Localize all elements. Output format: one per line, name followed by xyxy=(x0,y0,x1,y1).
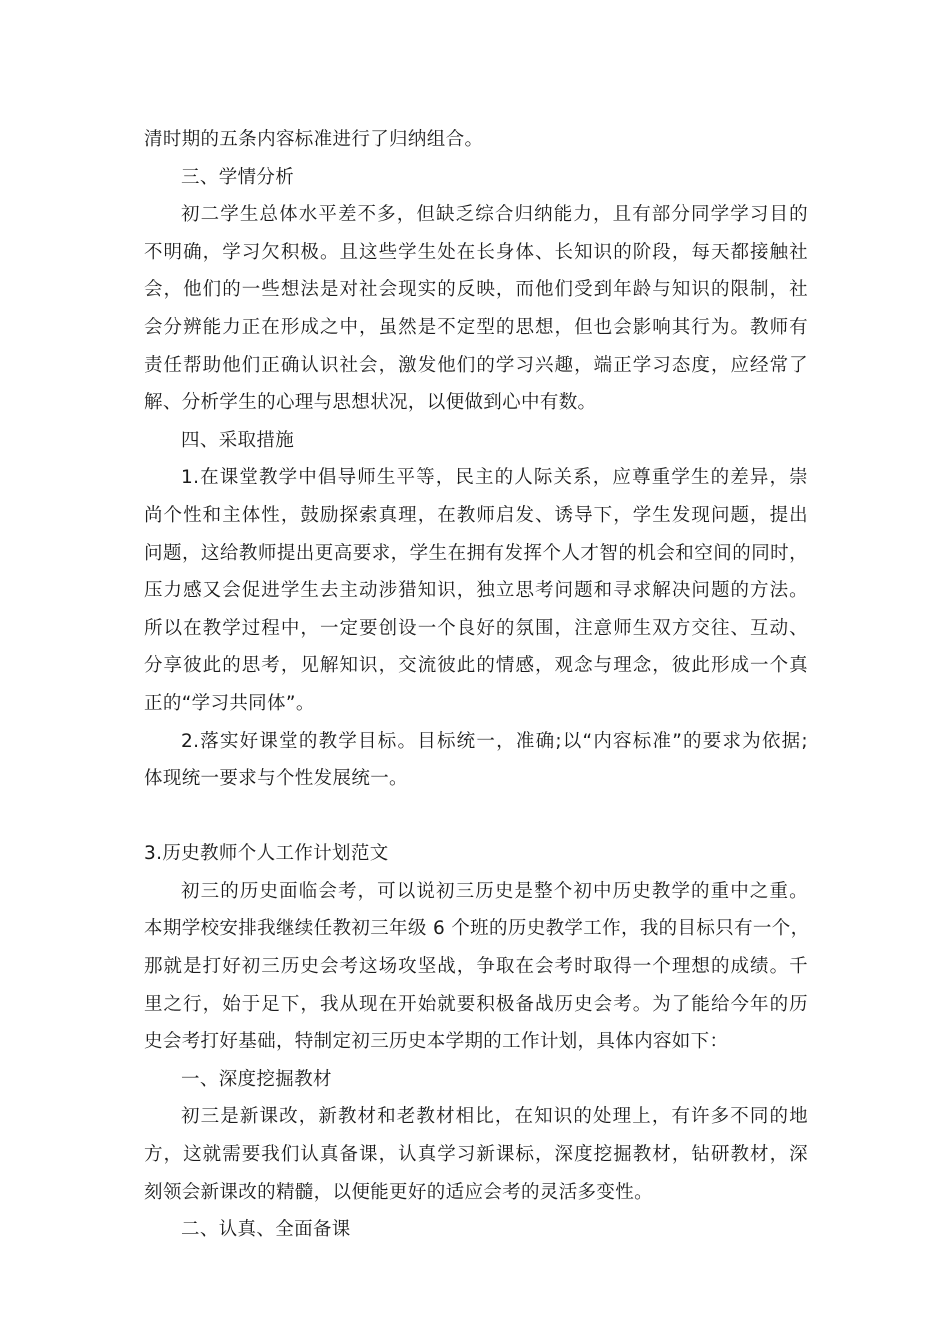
text-line: 四、采取措施 xyxy=(181,429,295,451)
text-line: 1.在课堂教学中倡导师生平等，民主的人际关系，应尊重学生的差异，崇 xyxy=(181,467,808,489)
text-line: 那就是打好初三历史会考这场攻坚战，争取在会考时取得一个理想的成绩。千 xyxy=(144,956,808,978)
text-line: 问题，这给教师提出更高要求，学生在拥有发挥个人才智的机会和空间的同时， xyxy=(144,542,808,564)
text-line: 不明确，学习欠积极。且这些学生处在长身体、长知识的阶段，每天都接触社 xyxy=(144,241,808,263)
text-line: 尚个性和主体性，鼓励探索真理，在教师启发、诱导下，学生发现问题，提出 xyxy=(144,504,808,526)
text-line: 刻领会新课改的精髓，以便能更好的适应会考的灵活多变性。 xyxy=(144,1181,653,1203)
text-line: 一、深度挖掘教材 xyxy=(181,1068,332,1090)
blank-line xyxy=(144,798,808,836)
text-line: 清时期的五条内容标准进行了归纳组合。 xyxy=(144,129,484,150)
text-line: 三、学情分析 xyxy=(181,166,295,188)
text-line: 压力感又会促进学生去主动涉猎知识，独立思考问题和寻求解决问题的方法。 xyxy=(144,580,808,602)
text-line: 体现统一要求与个性发展统一。 xyxy=(144,768,408,790)
text-line: 二、认真、全面备课 xyxy=(181,1219,351,1241)
text-line: 3.历史教师个人工作计划范文 xyxy=(144,843,389,865)
text-line: 初三的历史面临会考，可以说初三历史是整个初中历史教学的重中之重。 xyxy=(181,880,808,902)
text-line: 方，这就需要我们认真备课，认真学习新课标，深度挖掘教材，钻研教材，深 xyxy=(144,1144,808,1166)
text-line: 所以在教学过程中，一定要创设一个良好的氛围，注意师生双方交往、互动、 xyxy=(144,617,808,639)
text-line: 史会考打好基础，特制定初三历史本学期的工作计划，具体内容如下： xyxy=(144,1031,729,1053)
text-line: 责任帮助他们正确认识社会，激发他们的学习兴趣，端正学习态度，应经常了 xyxy=(144,354,808,376)
text-line: 分享彼此的思考，见解知识，交流彼此的情感，观念与理念，彼此形成一个真 xyxy=(144,655,808,677)
text-line: 初三是新课改，新教材和老教材相比，在知识的处理上，有许多不同的地 xyxy=(181,1106,808,1128)
text-line: 初二学生总体水平差不多，但缺乏综合归纳能力，且有部分同学学习目的 xyxy=(181,204,808,226)
text-line: 里之行，始于足下，我从现在开始就要积极备战历史会考。为了能给今年的历 xyxy=(144,993,808,1015)
text-line: 会分辨能力正在形成之中，虽然是不定型的思想，但也会影响其行为。教师有 xyxy=(144,316,808,338)
text-line: 会，他们的一些想法是对社会现实的反映，而他们受到年龄与知识的限制，社 xyxy=(144,279,808,301)
text-line: 本期学校安排我继续任教初三年级 6 个班的历史教学工作，我的目标只有一个， xyxy=(144,918,810,940)
document-page xyxy=(144,121,808,1249)
text-line: 2.落实好课堂的教学目标。目标统一，准确;以“内容标准”的要求为依据; xyxy=(181,730,808,752)
text-line: 正的“学习共同体”。 xyxy=(144,692,315,714)
text-line: 解、分析学生的心理与思想状况，以便做到心中有数。 xyxy=(144,392,597,414)
